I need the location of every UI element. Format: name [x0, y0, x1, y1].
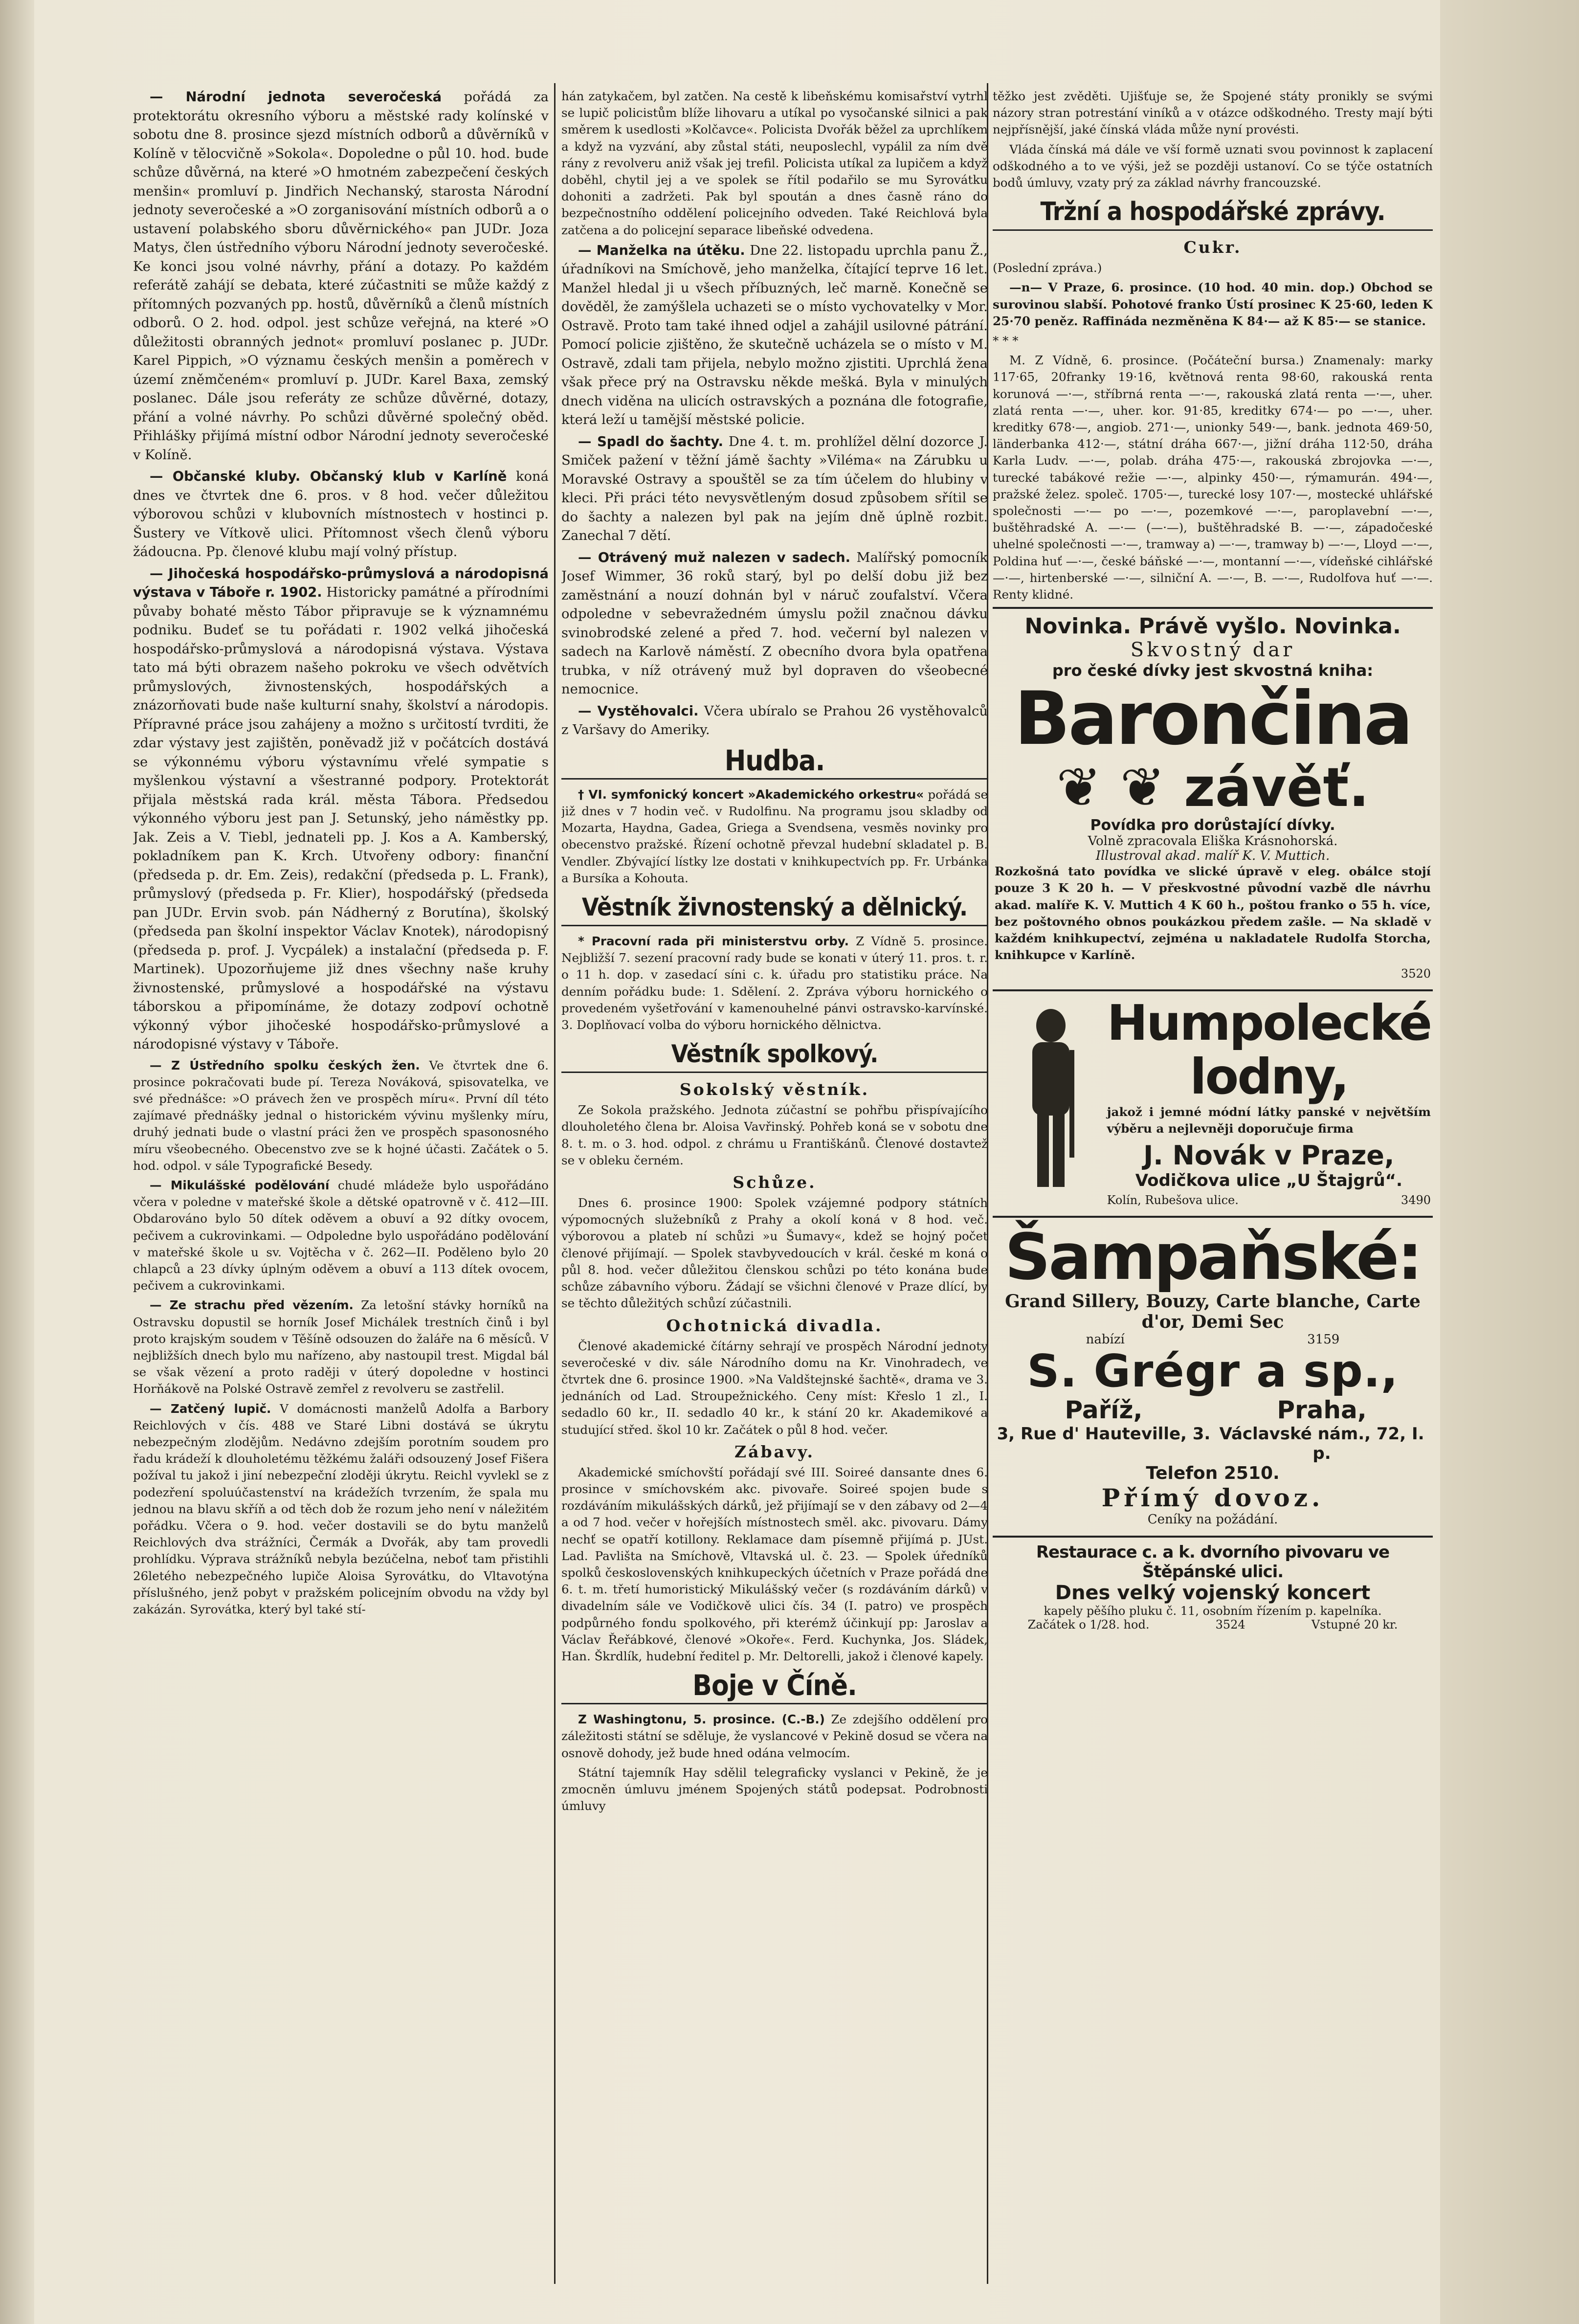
page-margin	[1440, 0, 1579, 2324]
article	[133, 565, 549, 1054]
ad-cislo: 3490	[1401, 1193, 1431, 1207]
article-text: V domácnosti manželů Adolfa a Barbory Reichlových v čís. 488 ve Staré Libni dostává se úkrytu nebezpečným zlodějům. Nedávno zdejším porotním soudem pro řadu krádeží k dlouholetému těžkému žaláři odsouzený Josef Fišera požíval tu jakož i jiní nebezpeční zloději úkrytu. Reichl vyvlekl se z podezření spoluúčastenství na krádežích tvrzením, že spala mu jednou na blavu skříň a od těch dob že rozum jeho není v náležitém pořádku. Včera o 9. hod. večer dostavili se do bytu manželů Reichlových dva strážníci, Čermák a Dvořák, aby tam provedli prohlídku. Výprava strážníků nebyla bezúčelna, neboť tam přistihli 26letého nebezpečného lupiče Aloisa Syrovátku, do Vltavotýna příslušného, jenž pobyt v pražském policejním obvodu na vždy byl zakázán. Syrovátka, který byl také stí-	[133, 1401, 549, 1616]
column-rule	[554, 83, 556, 2284]
section-title-hudba: Hudba.	[561, 745, 988, 780]
ad-humpolecke	[993, 989, 1433, 1212]
article	[561, 549, 988, 699]
ornament-icon: ❦ ❦	[1056, 756, 1184, 819]
ad-sampanske	[993, 1216, 1433, 1532]
article-continuation: hán zatykačem, byl zatčen. Na cestě k libeňskému komisařství vytrhl se lupič policistům blíže lihovaru a utíkal po vysočanské silnici a pak směrem k usedlosti »Kolčavce«. Policista Dvořák běžel za uprchlíkem a když na vyzvání, aby zůstal státi, neuposlechl, vypálil za ním dvě rány z revolveru aniž však jej trefil. Policista utíkal za lupičem a když doběhl, chytil jej a ve spolek se řítil podařilo se mu Syrovátku dohoniti a zadržeti. Pak byl spoután a dnes časně ráno do bezpečnostního oddělení policejního odveden. Také Reichlová byla zatčena a do policejní separace libeňské odvedena.	[561, 89, 988, 237]
article-headline: — Ze strachu před vězením.	[150, 1298, 354, 1313]
article-boje: Z Washingtonu, 5. prosince. (C.-B.) Ze zdejšího oddělení pro záležitosti státní se sděluje, že vyslancové v Pekině dosud se včera na osnově dohody, jež bude hned odána velmocím.	[561, 1712, 988, 1760]
ad-autor: Volně zpracovala Eliška Krásnohorská.	[1088, 834, 1338, 849]
article-cukr: —n— V Praze, 6. prosince. (10 hod. 40 min. dop.) Obchod se surovinou slabší. Pohotové franko Ústí prosinec K 25·60, leden K 25·70 peněz. Raffináda nezměněna K 84·— až K 85·— se stanice.	[993, 280, 1433, 328]
ad-pariz-adresa: 3, Rue d' Hauteville, 3.	[997, 1424, 1211, 1444]
article-text: pořádá za protektorátu okresního výboru a městské rady kolínské v sobotu dne 8. prosince sjezd místních odborů a důvěrníků v Kolíně v tělocvičně »Sokola«. Dopoledne o půl 10. hod. bude schůze důvěrná, na které »O hmotném zabezpečení českých menšin« promluví p. Jindřich Nechanský, starosta Národní jednoty severočeské a »O zorganisování místních odborů a o ustavení polabského sboru důvěrnického« pan JUDr. Joza Matys, člen ústředního výboru Národní jednoty severočeské. Ke konci jsou volné návrhy, přání a dotazy. Po každém referátě zahájí se debata, které zúčastniti se může každý z přítomných pozvaných pp. hostů, důvěrníků a členů místních odborů. O 2. hod. odpol. jest schůze veřejná, na které »O důležitosti obranných jednot« promluví poslanec p. JUDr. Karel Pippich, »O významu českých menšin a poměrech v území zněmčeném« promluví p. JUDr. Karel Baxa, zemský poslanec. Dále jsou referáty ze schůze důvěrné, dotazy, přání a volné návrhy. Po schůzi důvěrné společný oběd. Přihlášky přijímá místní odbor Národní jednoty severočeské v Kolíně.	[133, 89, 549, 463]
cukr-note: (Poslední zpráva.)	[993, 261, 1102, 275]
gentleman-figure-icon	[1002, 1001, 1100, 1197]
article-vlada-cinska: Vláda čínská má dále ve vší formě uznati svou povinnost k zaplacení odškodného a to ve výši, jež se později ustanoví. Co se týče ostatních bodů úmluvy, vzaty prý za základ návrhy francouzské.	[993, 142, 1433, 190]
article-pracovni-rada: * Pracovní rada při ministerstvu orby. Z Vídně 5. prosince. Nejbližší 7. sezení pracovní rady bude se konati v úterý 11. pros. t. r. o 11 h. dop. v zasedací síni c. k. úřadu pro statistiku práce. Na denním pořádku bude: 1. Sdělení. 2. Zpráva výboru hornického o provedeném vyšetřování v kamenouhelné pánvi ostravsko-karvínské. 3. Doplňovací volba do výboru hornického dělnictva.	[561, 934, 988, 1032]
article-headline: — Otrávený muž nalezen v sadech.	[578, 550, 851, 565]
ad-title-zavet: ❦ ❦ závěť.	[1056, 756, 1369, 819]
ad-title-restaurace: Restaurace c. a k. dvorního pivovaru ve Štěpánské ulici.	[1036, 1542, 1390, 1582]
ad-pro: pro české dívky jest skvostná kniha:	[1052, 661, 1374, 680]
article	[133, 1177, 549, 1294]
ad-povidka: Povídka pro dorůstající dívky.	[1090, 817, 1335, 834]
article	[133, 1297, 549, 1397]
section-title-trzni: Tržní a hospodářské zprávy.	[993, 196, 1433, 231]
article-text: Malířský pomocník Josef Wimmer, 36 roků starý, byl po delší dobu již bez zaměstnání a nouzí dohnán byl v náruč zoufalství. Včera odpoledne v sebevražedném úmyslu požil značnou dávku svinobrodské zelené a před 7. hod. večerní byl nalezen v sadech na Karlově náměstí. Z obecního dvora byla opatřena trubka, v níž otrávený muž byl dopraven do všeobecné nemocnice.	[561, 550, 988, 697]
ad-praha: Praha,	[1277, 1395, 1367, 1424]
subheading-sokolsky: Sokolský věstník.	[679, 1080, 870, 1099]
ad-kolin: Kolín, Rubešova ulice.	[1107, 1193, 1239, 1207]
column-3	[993, 88, 1433, 2274]
column-2	[561, 88, 988, 2274]
ad-koncert: Dnes velký vojenský koncert	[1055, 1581, 1371, 1604]
subheading-divadla: Ochotnická divadla.	[666, 1316, 883, 1335]
ad-dovoz: Přímý dovoz.	[1101, 1483, 1324, 1512]
separator-stars: * * *	[993, 334, 1019, 348]
article	[133, 1057, 549, 1174]
article-boje-2: Státní tajemník Hay sdělil telegraficky vyslanci v Pekině, že je zmocněn úmluvu jménem Spojených států podepsat. Podrobnosti úmluvy	[561, 1765, 988, 1813]
article-text: koná dnes ve čtvrtek dne 6. pros. v 8 hod. večer důležitou výborovou schůzi v klubovních místnostech v hostinci p. Šustery ve Vítkově ulici. Přítomnost všech členů výboru žádoucna. Pp. členové klubu mají volný přístup.	[133, 469, 549, 559]
article-text: Dne 4. t. m. prohlížel dělní dozorce J. Smiček pažení v těžní jámě šachty »Viléma« na Zárubku u Moravské Ostravy a spouštěl se za tím účelem do hlubiny v kleci. Při práci této nevysvětleným dosud způsobem sřítil se do šachty a nalezen byl pak na jejím dně úplně rozbit. Zanechal 7 dětí.	[561, 434, 988, 544]
ad-brands: Grand Sillery, Bouzy, Carte blanche, Carte d'or, Demi Sec	[1005, 1291, 1421, 1332]
article-headline: — Jihočeská hospodářsko-průmyslová a národopisná výstava v Táboře r. 1902.	[133, 566, 549, 600]
ad-cena: Rozkošná tato povídka ve slické úpravě v eleg. obálce stojí pouze 3 K 20 h. — V přeskvostné původní vazbě dle návrhu akad. malíře K. V. Muttich 4 K 60 h., poštou franko o 55 h. více, bez poštovného obnos poukázkou předem zašle. — Na skladě v každém knihkupectví, zejména u nakladatele Rudolfa Storcha, knihkupce v Karlíně.	[995, 864, 1431, 962]
ad-dar: Skvostný dar	[1130, 639, 1295, 662]
ad-novinka: Novinka. Právě vyšlo. Novinka.	[1024, 614, 1401, 639]
section-title-vestnik-zivnostensky: Věstník živnostenský a dělnický.	[561, 892, 988, 926]
article	[133, 468, 549, 562]
column-2-articles	[561, 242, 988, 740]
section-title-vestnik-spolkovy: Věstník spolkový.	[561, 1038, 988, 1073]
ad-illustrace: Illustroval akad. malíř K. V. Muttich.	[1095, 849, 1330, 864]
ad-title-baroncina: Barončina	[1014, 676, 1411, 762]
ad-adresa-novak: Vodičkova ulice „U Štajgrů“.	[1135, 1170, 1402, 1190]
article	[561, 702, 988, 740]
section-title-boje: Boje v Číně.	[561, 1670, 988, 1704]
article-sokol: Ze Sokola pražského. Jednota zúčastní se pohřbu přispívajícího dlouholetého člena br. Aloisa Vavřinský. Pohřeb koná se v sobotu dne 8. t. m. o 3. hod. odpol. z chrámu u Františkánů. Členové dostavtež se v obleku černém.	[561, 1103, 988, 1167]
article-text: Včera ubíralo se Prahou 26 vystěhovalců z Varšavy do Ameriky.	[561, 703, 988, 738]
article-text: chudé mládeže bylo uspořádáno včera v poledne v mateřské škole a dětské opatrovně v č. 412—III. Obdarováno bylo 50 dítek oděvem a obuví a 92 dítky ovocem, pečivem a cukrovinkami. — Odpoledne bylo uspořádáno podělování v mateřské škole u sv. Vojtěcha v č. 262—II. Poděleno bylo 20 chlapců a 23 dívky úplným oděvem a obuví a 113 dítek ovocem, pečivem a cukrovinkami.	[133, 1178, 549, 1293]
ad-nabizi: nabízí	[1086, 1332, 1125, 1347]
article-text: Za letošní stávky horníků na Ostravsku dopustil se horník Josef Michálek trestních činů i byl proto krajským soudem v Těšíně odsouzen do žaláře na 6 měsíců. V nejbližších dnech bylo mu nařízeno, aby nastoupil trest. Migdal bál se však vězení a proto raději v úterý dopoledne v hostinci Horňákově na Polské Ostravě zemřel z revolveru se zastřelil.	[133, 1298, 549, 1396]
page-fold-shadow	[0, 0, 34, 2324]
article-text: Ve čtvrtek dne 6. prosince pokračovati bude pí. Tereza Nováková, spisovatelka, ve své přednášce: »O právech žen ve prospěch míru«. První díl této zajímavé přednášky jednal o historickém vývinu myšlenky míru, druhý jednati bude o vlastní práci žen ve prospěch spasonosného míru všeobecného. Obecenstvo zve se k hojné účasti. Začátek o 5. hod. odpol. v sále Typografické Besedy.	[133, 1058, 549, 1173]
article	[561, 242, 988, 430]
article-text: Dne 22. listopadu uprchla panu Ž., úřadníkovi na Smíchově, jeho manželka, čítající teprve 16 let. Manžel hledal ji u všech příbuzných, leč marně. Konečně se dověděl, že zamýšlela uchazeti se o místo vychovatelky v Mor. Ostravě. Proto tam také ihned odjel a zahájil usilovné pátrání. Pomocí policie zjištěno, že skutečně ucházela se o místo v M. Ostravě, zdali tam přijela, nebylo možno zjistiti. Uprchlá žena však přece prý na Ostravsku někde mešká. Byla v minulých dnech viděna na ulicích ostravských a poznána dle fotografie, která leží u tamější městské policie.	[561, 243, 988, 428]
article	[133, 1401, 549, 1618]
article-continuation: těžko jest zvěděti. Ujišťuje se, že Spojené státy pronikly se svými názory stran potrestání viníků a v otázce odškodného. Tresty mají býti nejpřísnější, jaké čínská vláda může nyní provésti.	[993, 89, 1433, 137]
ad-cislo: 3159	[1307, 1332, 1340, 1347]
subheading-cukr: Cukr.	[1183, 238, 1242, 257]
article-headline: — Vystěhovalci.	[578, 703, 699, 719]
article-text: Historicky památné a přírodními půvaby bohaté město Tábor připravuje se k významnému podniku. Budeť se tu pořádati r. 1902 velká jihočeská hospodářsko-průmyslová a národopisná výstava. Výstava tato má býti obrazem našeho pokroku ve všech odvětvích průmyslových, živnostenských, hospodářských a znázorňovati bude naše kulturní snahy, školství a národopis. Přípravné práce jsou zahájeny a možno s určitostí tvrditi, že zdar výstavy jest zajištěn, poněvadž již v počátcích dostává se výkonnému výboru výstavnímu vřelé sympatie s myšlenkou výstavní a všestranné podpory. Protektorát přijala městská rada král. města Tábora. Předsedou výkonného výboru jest pan J. Setunský, jeho náměstky pp. Jak. Zeis a V. Tiebl, jednateli pp. J. Kos a A. Kamberský, pokladníkem pan K. Krch. Utvořeny odbory: finanční (předseda p. dr. Em. Zeis), redakční (předseda p. L. Frank), průmyslový (předseda p. Fr. Klier), hospodářský (předseda pan JUDr. Ervin svob. pán Nádherný z Borutína), školský (předseda pan školní inspektor Václav Knotek), národopisný (předseda p. prof. J. Vycpálek) a instalační (předseda p. F. Martinek). Upozorňujeme již dnes všechny naše kruhy živnostenské, průmyslové a hospodářské na výstavu táborskou a připomínáme, že dotazy zodpoví ochotně výkonný výbor jihočeské hospodářsko-průmyslové a národopisné výstavy v Táboře.	[133, 585, 549, 1052]
ad-praha-adresa: Václavské nám., 72, I. p.	[1219, 1424, 1424, 1463]
article-schuze: Dnes 6. prosince 1900: Spolek vzájemné podpory státních výpomocných služebníků z Prahy a okolí koná v 8 hod. več. výborovou a plateb ní schůzi »u Šumavy«, kdež se hojný počet členové přijímají. — Spolek stavbyvedoucích v král. české m koná o půl 8. hod. večer důležitou členskou schůzi po této konána bude schůze zábavního výboru. Žádají se všichni členové v Praze dlící, by se těchto důležitých schůzí zúčastnili.	[561, 1196, 988, 1311]
ad-pariz: Paříž,	[1065, 1395, 1143, 1424]
article-headline: — Zatčený lupič.	[150, 1401, 271, 1416]
ad-title-sampanske: Šampaňské:	[1004, 1219, 1421, 1294]
ad-ceniky: Ceníky na požádání.	[1147, 1512, 1278, 1527]
article	[561, 433, 988, 546]
article-headline: — Mikulášské podělování	[150, 1178, 330, 1192]
article-headline: — Z Ústředního spolku českých žen.	[150, 1058, 420, 1073]
ad-firma-gregr: S. Grégr a sp.,	[1027, 1344, 1399, 1397]
ad-figure-image	[995, 996, 1107, 1202]
ad-baroncina	[993, 607, 1433, 985]
ad-humpolecke-text: jakož i jemné módní látky panské v největším výběru a nejlevněji doporučuje firma	[1107, 1104, 1431, 1136]
ad-firma-novak: J. Novák v Praze,	[1143, 1140, 1395, 1171]
article-videnska-bursa: M. Z Vídně, 6. prosince. (Počáteční bursa.) Znamenaly: marky 117·65, 20franky 19·16, květnová renta 98·60, rakouská renta korunová —·—, stříbrná renta —·—, rakouská zlatá renta —·—, uher. zlatá renta —·—, uher. kor. 91·85, kreditky 674·— po —·—, uher. kreditky 678·—, angiob. 271·—, unionky 549·—, bank. jednota 469·50, länderbanka 412·—, státní dráha 667·—, jižní dráha 112·50, dráha Karla Ludv. —·—, polab. dráha 475·—, rakouská zbrojovka —·—, turecké tabákové režie —·—, alpinky 450·—, rýmamurán. 494·—, pražské želez. společ. 1705·—, turecké losy 107·—, mostecké uhlářské společnosti —·— po —·—, pozemkové —·—, paroplavební —·—, buštěhradské A. —·— (—·—), buštěhradské B. —·—, západočeské uhelné společnosti —·—, tramway a) —·—, tramway b) —·—, Lloyd —·—, Poldina huť —·—, české báňské —·—, montanní —·—, vídeňské cihlářské —·—, hirtenberské —·—, silniční A. —·—, B. —·—, Rudolfova huť —·—. Renty klidné.	[993, 353, 1433, 602]
column-1	[133, 88, 549, 2274]
ad-vstupne: Vstupné 20 kr.	[1311, 1617, 1398, 1631]
article-headline: — Národní jednota severočeská	[150, 89, 442, 105]
ad-cislo: 3524	[1215, 1617, 1245, 1631]
subheading-zabavy: Zábavy.	[734, 1442, 815, 1461]
ad-cislo: 3520	[1401, 966, 1431, 981]
article-divadla: Členové akademické čítárny sehrají ve prospěch Národní jednoty severočeské v div. sále Národního domu na Kr. Vinohradech, ve čtvrtek dne 6. prosince 1900. »Na Valdštejnské šachtě«, drama ve 3. jednáních od Lad. Stroupežnického. Ceny míst: Křeslo 1 zl., I. sedadlo 60 kr., II. sedadlo 40 kr., k stání 20 kr. Akademikové a studující střed. škol 10 kr. Začátek o půl 8 hod. večer.	[561, 1339, 988, 1437]
ad-title-humpolecke: Humpolecké lodny,	[1107, 994, 1431, 1105]
ad-restaurace	[993, 1536, 1433, 1636]
subheading-schuze: Schůze.	[733, 1173, 817, 1192]
article-hudba: † VI. symfonický koncert »Akademického orkestru« pořádá se již dnes v 7 hodin več. v Rudolfinu. Na programu jsou skladby od Mozarta, Haydna, Gadea, Griega a Svendsena, vesměs novinky pro obecenstvo pražské. Řízení ochotně převzal hudební skladatel p. B. Vendler. Zbývající lístky lze dostati v knihkupectvích pp. Fr. Urbánka a Bursíka a Kohouta.	[561, 787, 988, 885]
article-headline: — Spadl do šachty.	[578, 434, 724, 449]
article-headline: — Občanské kluby. Občanský klub v Karlíně	[150, 469, 507, 484]
ad-telefon: Telefon 2510.	[1146, 1463, 1280, 1483]
article-zabavy: Akademické smíchovští pořádají své III. Soireé dansante dnes 6. prosince v smíchovském akc. pivovaře. Soireé spojen bude s rozdáváním mikulášských dárků, jež přijímají se v den zábavy od 2—4 a od 7 hod. večer v hořejších místnostech směl. akc. pivovaru. Dámy nechť se opatří kotillony. Reklamace dam písemně přijímá p. JUst. Lad. Pavlišta na Smíchově, Vltavská ul. č. 23. — Spolek úředníků spolků československých knihkupeckých účetních v Praze pořádá dne 6. t. m. třetí humoristický Mikulášský večer (s rozdáváním dárků) v divadelním sále ve Vodičkově ulici čís. 34 (I. patro) ve prospěch podpůrného fondu spolkového, při kterémž účinkují pp: Jaroslav a Václav Řeřábkové, členové »Okoře«. Ferd. Kuchynka, Jos. Sládek, Han. Škrdlík, hudební ředitel p. Mr. Deltorelli, jakož i členové kapely.	[561, 1465, 988, 1663]
article	[133, 88, 549, 465]
article-headline: — Manželka na útěku.	[578, 243, 745, 258]
ad-zacatek: Začátek o 1/28. hod.	[1027, 1617, 1150, 1631]
ad-kapela: kapely pěšího pluku č. 11, osobním řízením p. kapelníka.	[1044, 1604, 1382, 1618]
